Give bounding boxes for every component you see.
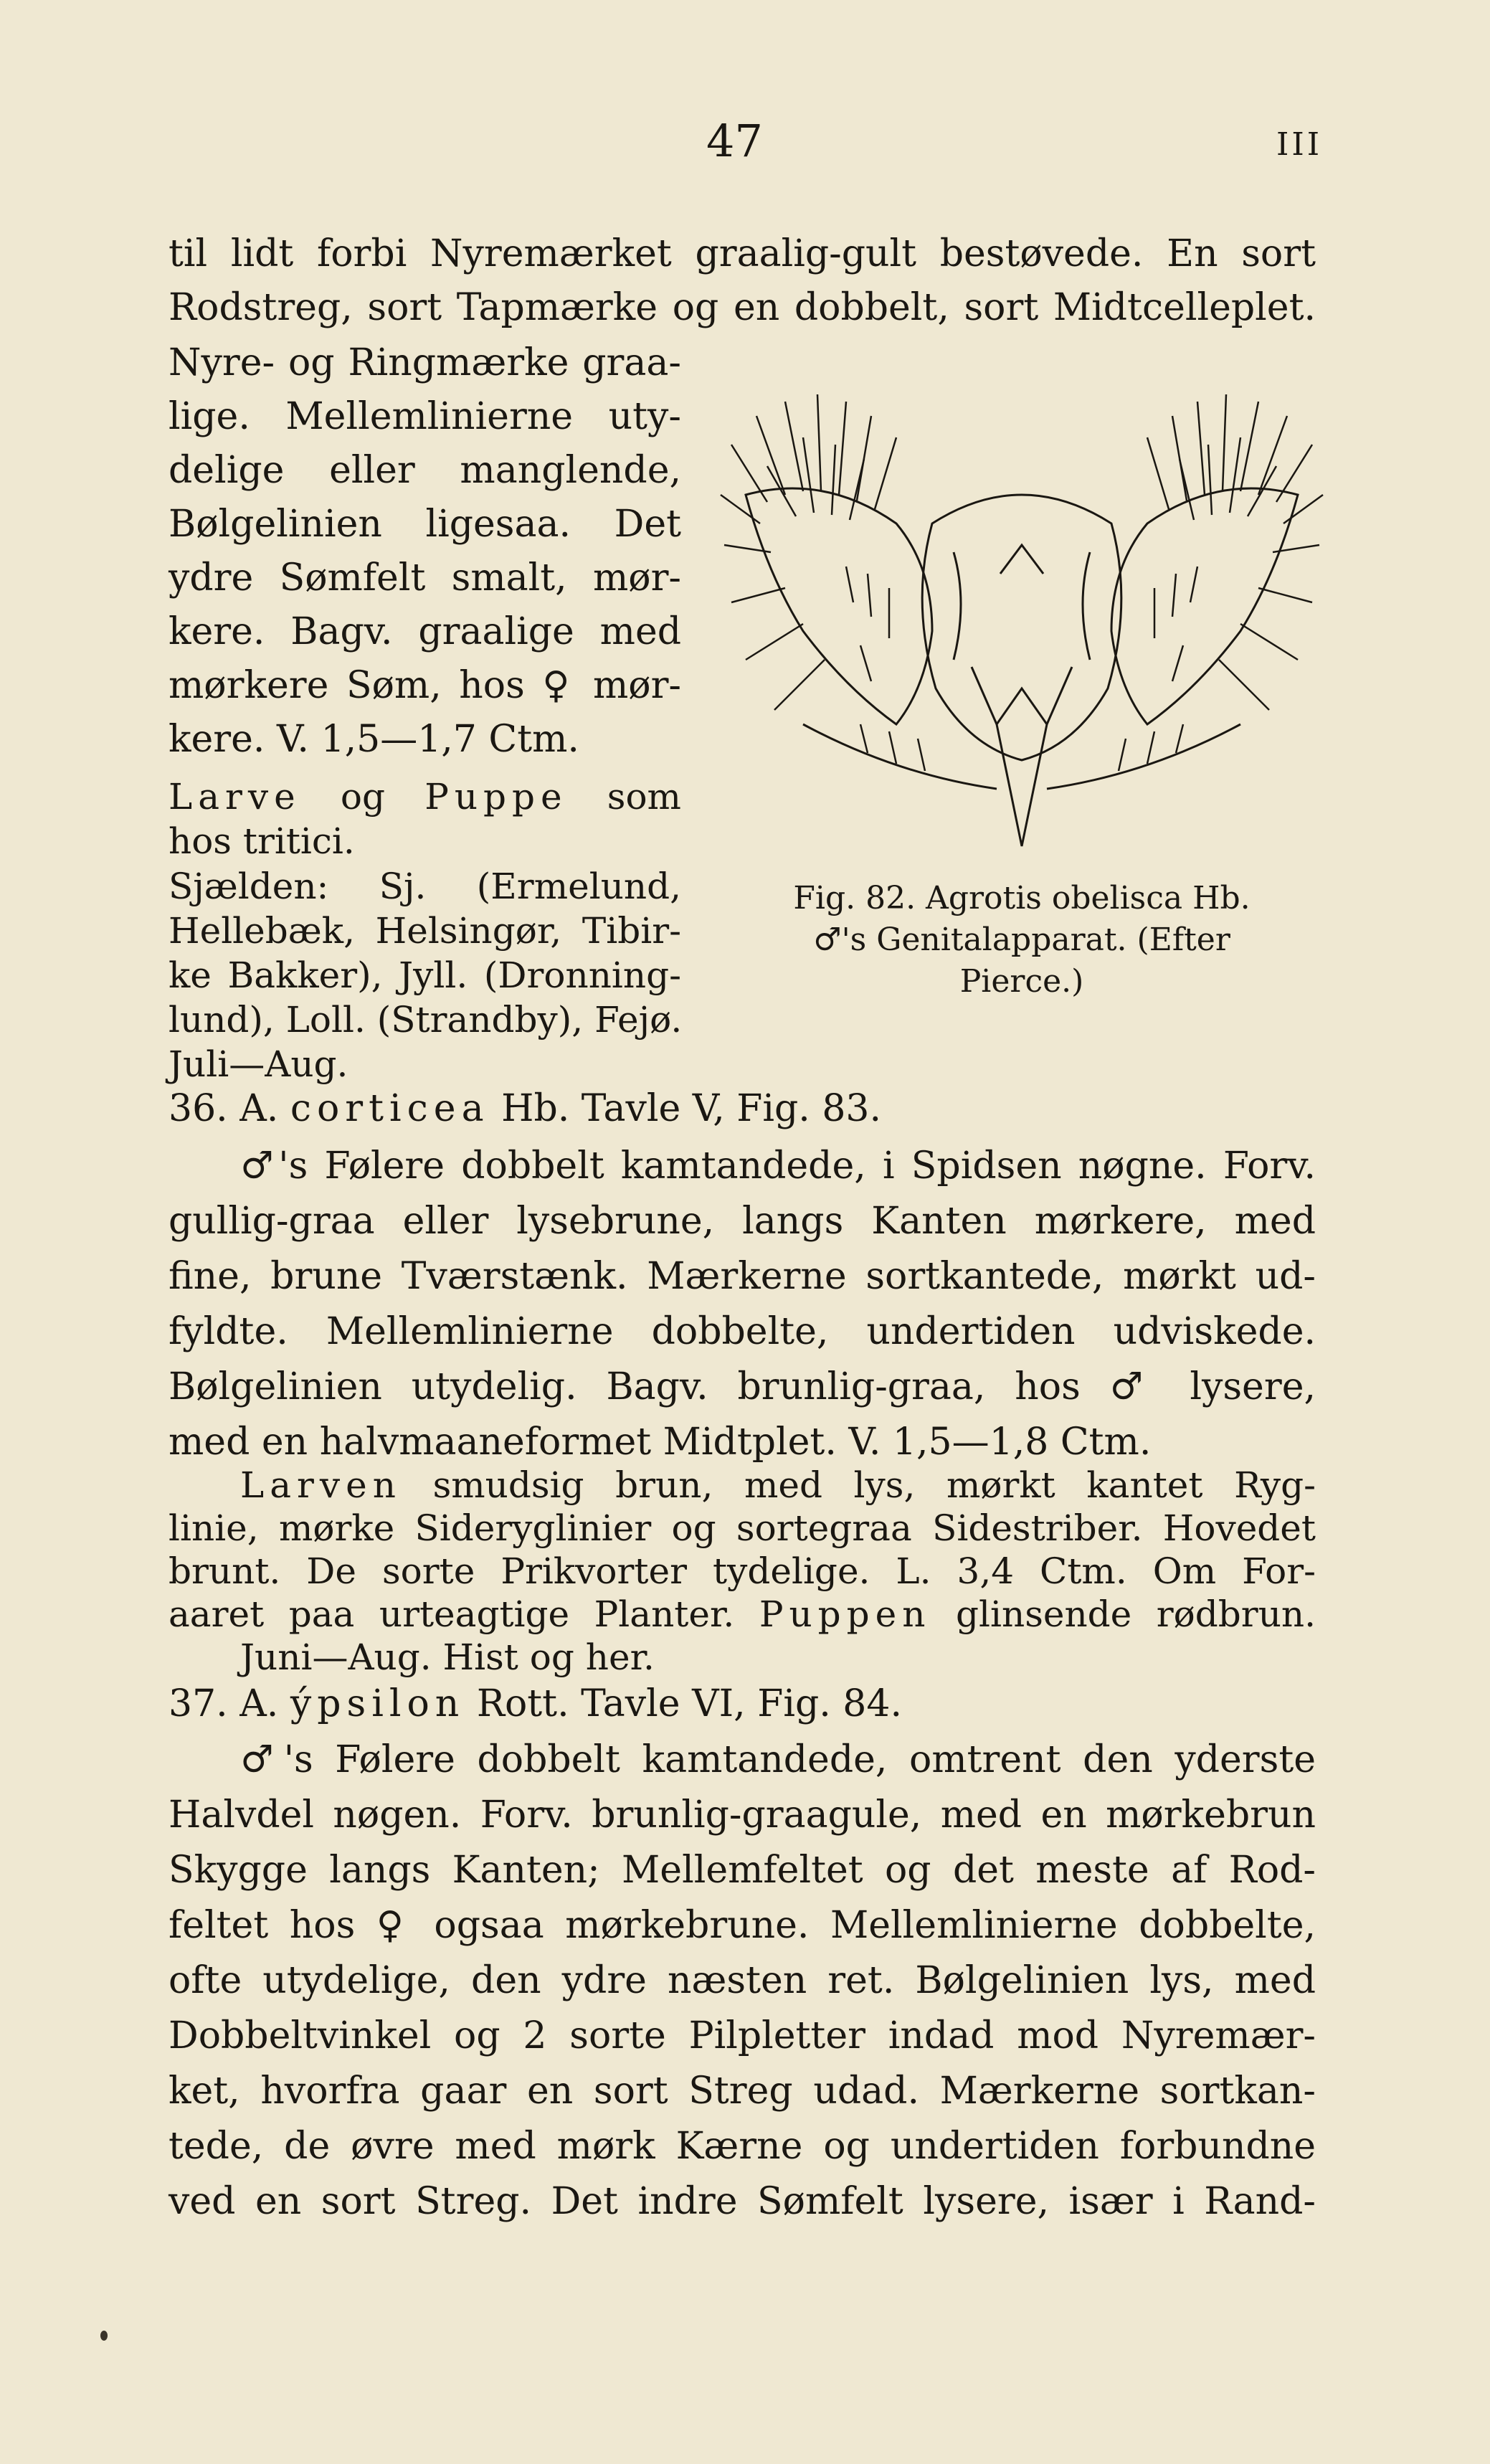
species-author: Hb. Tavle V, Fig. 83.	[501, 1087, 882, 1130]
text-line: kere. V. 1,5—1,7 Ctm.	[169, 718, 579, 761]
text-line: Dobbeltvinkel og 2 sorte Pilpletter indad mod Nyremær-	[169, 2014, 1316, 2057]
text-line: Sjælden: Sj. (Ermelund,	[169, 866, 681, 907]
text-line: ke Bakker), Jyll. (Dronning-	[169, 954, 681, 996]
text-run: aaret paa urteagtige Planter.	[169, 1593, 735, 1635]
text-line: til lidt forbi Nyremærket graalig-gult bestøvede. En sort	[169, 232, 1316, 275]
text-run: glinsende rødbrun.	[956, 1593, 1316, 1635]
text-line: med en halvmaaneformet Midtplet. V. 1,5—1,8 Ctm.	[169, 1421, 1152, 1464]
text-line: delige eller manglende,	[169, 449, 681, 492]
text-line: feltet hos ♀ ogsaa mørkebrune. Mellemlinierne dobbelte,	[169, 1904, 1316, 1947]
text-line: linie, mørke Sideryglinier og sortegraa Sidestriber. Hovedet	[169, 1507, 1316, 1549]
text-line: Hellebæk, Helsingør, Tibir-	[169, 910, 681, 952]
text-line: lige. Mellemlinierne uty-	[169, 395, 681, 438]
figure-caption: ♂'s Genitalapparat. (Efter	[813, 921, 1230, 958]
species-number: 37.	[169, 1682, 228, 1725]
text-line: fine, brune Tværstænk. Mærkerne sortkantede, mørkt ud-	[169, 1255, 1316, 1298]
species-heading	[169, 1083, 1316, 1134]
text-line: ♂'s Følere dobbelt kamtandede, omtrent den yderste	[240, 1738, 1316, 1781]
larva-tail: og	[340, 776, 386, 818]
text-line: Skygge langs Kanten; Mellemfeltet og det meste af Rod-	[169, 1849, 1316, 1892]
species-heading	[169, 1678, 1316, 1730]
text-line: ved en sort Streg. Det indre Sømfelt lysere, især i Rand-	[169, 2180, 1316, 2223]
genitalia-illustration	[717, 387, 1327, 875]
text-line: mørkere Søm, hos ♀ mør-	[169, 664, 681, 707]
folio-mark: III	[1276, 126, 1323, 163]
text-line: ofte utydelige, den ydre næsten ret. Bølgelinien lys, med	[169, 1959, 1316, 2002]
page-header	[0, 115, 1490, 172]
text-line: ydre Sømfelt smalt, mør-	[169, 556, 681, 600]
text-line: tede, de øvre med mørk Kærne og undertiden forbundne	[169, 2125, 1316, 2168]
species-number: 36.	[169, 1087, 228, 1130]
text-run: smudsig brun, med lys, mørkt kantet Ryg-	[432, 1464, 1316, 1506]
text-line: kere. Bagv. graalige med	[169, 610, 681, 653]
text-line: brunt. De sorte Prikvorter tydelige. L. 3,4 Ctm. Om For-	[169, 1550, 1316, 1592]
text-line: Nyre- og Ringmærke graa-	[169, 341, 681, 384]
species-genus: A.	[239, 1682, 279, 1725]
text-line: Bølgelinien utydelig. Bagv. brunlig-graa, hos ♂ lysere,	[169, 1365, 1316, 1408]
species-author: Rott. Tavle VI, Fig. 84.	[476, 1682, 902, 1725]
text-line: fyldte. Mellemlinierne dobbelte, undertiden udviskede.	[169, 1310, 1316, 1353]
text-line: Juni—Aug. Hist og her.	[240, 1636, 655, 1678]
species-genus: A.	[239, 1087, 279, 1130]
figure-caption: Pierce.)	[959, 963, 1084, 1000]
text-line: gullig-graa eller lysebrune, langs Kanten mørkere, med	[169, 1200, 1316, 1243]
text-line: ♂'s Følere dobbelt kamtandede, i Spidsen nøgne. Forv.	[240, 1145, 1316, 1188]
ink-speck	[100, 2331, 108, 2341]
text-line: Halvdel nøgen. Forv. brunlig-graagule, med en mørkebrun	[169, 1793, 1316, 1837]
figure-caption: Fig. 82. Agrotis obelisca Hb.	[793, 880, 1251, 916]
text-line: Rodstreg, sort Tapmærke og en dobbelt, sort Midtcelleplet.	[169, 286, 1316, 329]
larva-word: Larven	[240, 1464, 402, 1506]
larva-word: Larve	[169, 776, 301, 818]
pupa-word: Puppe	[424, 776, 568, 818]
text-line: Juli—Aug.	[169, 1043, 348, 1085]
text-line: ket, hvorfra gaar en sort Streg udad. Mærkerne sortkan-	[169, 2070, 1316, 2113]
species-name: corticea	[290, 1087, 490, 1130]
text-line: Bølgelinien ligesaa. Det	[169, 503, 681, 546]
pupa-word: Puppen	[759, 1593, 931, 1635]
text-line: lund), Loll. (Strandby), Fejø.	[169, 999, 683, 1041]
text-line: hos tritici.	[169, 820, 355, 862]
page-number: 47	[706, 115, 763, 167]
species-name: ýpsilon	[290, 1682, 465, 1725]
larva-tail: som	[607, 776, 681, 818]
